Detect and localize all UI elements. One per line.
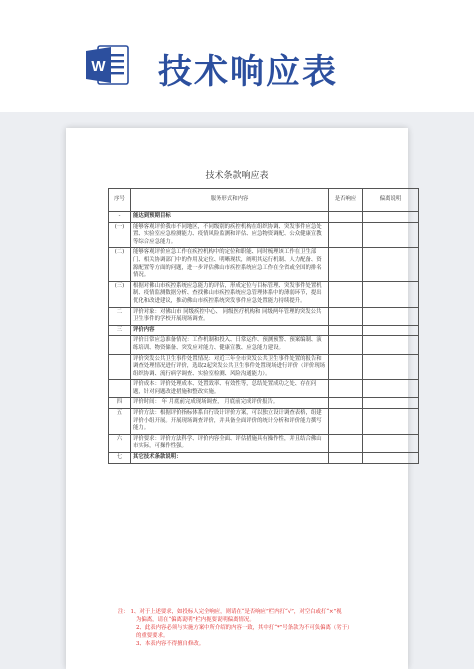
deviation-cell	[363, 281, 419, 307]
table-row	[109, 212, 419, 223]
deviation-cell	[363, 325, 419, 336]
page-title: 技术响应表	[158, 52, 338, 92]
deviation-cell	[363, 336, 419, 354]
table-row	[109, 354, 419, 380]
row-content: 评价时间： 年 月底前完成现场调查， 月底前完成评价报告。	[131, 398, 329, 409]
deviation-cell	[363, 222, 419, 248]
response-cell	[329, 281, 363, 307]
response-cell	[329, 380, 363, 398]
table-row	[109, 281, 419, 307]
response-cell	[329, 354, 363, 380]
logo-letter: W	[91, 58, 106, 75]
row-content: 评价内容	[131, 325, 329, 336]
table-row	[109, 307, 419, 325]
deviation-cell	[363, 453, 419, 464]
row-number	[109, 354, 131, 380]
response-cell	[329, 248, 363, 281]
response-cell	[329, 307, 363, 325]
row-content: 评价日常应急准备情况：工作机制和投入、日常运作、预测预警、预案编制、演练培训、物资储备、突发应对能力、健康宣教、应急能力建设。	[131, 336, 329, 354]
note-line: 为偏离，请在“偏离说明”栏内扼要说明偏离情况。	[136, 617, 255, 623]
deviation-cell	[363, 398, 419, 409]
deviation-cell	[363, 212, 419, 223]
response-cell	[329, 325, 363, 336]
note-line: 注： 1、对于上述要求，如投标人完全响应，则请在“是否响应”栏内打“√”，对空白或打“×”视	[118, 609, 342, 615]
row-number: 三	[109, 325, 131, 336]
header	[0, 0, 474, 125]
row-content: 能够客观评价我市不同地区，不同级别的疾控机构在组织协调、突发事件应急处置、实验室应急检测能力、疫情风险监测和评估、应急物资调配、公众健康宣教等综合应急能力。	[131, 222, 329, 248]
response-table	[108, 188, 419, 464]
document-page	[66, 128, 408, 669]
deviation-cell	[363, 354, 419, 380]
row-number	[109, 336, 131, 354]
row-content: 评价突发公共卫生事件处置情况：对近三年全市突发公共卫生事件处置的报告和调查处理情况进行评价，选取2起突发公共卫生事件处置现场进行评价（评价现场组织协调、流行病学调查、实验室检测、风险沟通能力）。	[131, 354, 329, 380]
table-row	[109, 336, 419, 354]
row-content: 其它技术条款说明：	[131, 453, 329, 464]
row-content: 评价要求：评价方法科学、评价内容全面、评估措施具有操作性，并且结合佛山市实际，可操作性强。	[131, 434, 329, 452]
table-row	[109, 222, 419, 248]
row-number: (一)	[109, 222, 131, 248]
column-header: 序号	[109, 189, 131, 212]
response-cell	[329, 453, 363, 464]
row-number: 四	[109, 398, 131, 409]
word-document-icon	[84, 42, 130, 88]
row-content: 能够客观评价应急工作在疾控机构中的定位和职能、同时梳理该工作在卫生部门、相关协调部门中的作用及定位、明晰现状，阐明其运行机制、人力配备、资源配置等方面的问题，进一步评估佛山市疾控系统应急工作在全省或全国的排名情况。	[131, 248, 329, 281]
row-number: 二	[109, 307, 131, 325]
deviation-cell	[363, 307, 419, 325]
table-header-row	[109, 189, 419, 212]
table-row	[109, 325, 419, 336]
response-cell	[329, 434, 363, 452]
response-cell	[329, 212, 363, 223]
document-title: 技术条款响应表	[205, 171, 269, 181]
notes	[118, 608, 398, 648]
response-cell	[329, 222, 363, 248]
row-number: (三)	[109, 281, 131, 307]
column-header: 是否响应	[329, 189, 363, 212]
response-cell	[329, 336, 363, 354]
row-number: -	[109, 212, 131, 223]
note-line: 的重要要求。	[136, 633, 169, 639]
deviation-cell	[363, 380, 419, 398]
deviation-cell	[363, 434, 419, 452]
table-row	[109, 248, 419, 281]
table-row	[109, 434, 419, 452]
row-number: 七	[109, 453, 131, 464]
row-content: 评价对象：对佛山市 同级疾控中心、 同级医疗机构和 同级两年管理的突发公共卫生事件的学校开展现场调查。	[131, 307, 329, 325]
row-number: 六	[109, 434, 131, 452]
table-row	[109, 398, 419, 409]
row-number	[109, 380, 131, 398]
deviation-cell	[363, 409, 419, 435]
row-content: 能达到预期目标	[131, 212, 329, 223]
deviation-cell	[363, 248, 419, 281]
row-number: 五	[109, 409, 131, 435]
note-line: 3、本表内容不得擅自修改。	[136, 641, 205, 647]
row-number: (二)	[109, 248, 131, 281]
table-row	[109, 380, 419, 398]
response-cell	[329, 398, 363, 409]
row-content: 评价成本：评价处理成本、处置效率、有效性等，总结处置成功之处、存在问题，针对问题改进措施和整改实施。	[131, 380, 329, 398]
column-header: 服务形式和内容	[131, 189, 329, 212]
row-content: 评价方法：根据评价指标体系自行设计评价方案，可以独立设计调查表格，组建评价小组开展。开展现场调查评价，并具备全面评价的统计分析和评价能力撰写能力。	[131, 409, 329, 435]
response-cell	[329, 409, 363, 435]
row-content: 根据对佛山市疾控系统应急能力的评估，形成定位与目标管理、突发事件处置机制、疫情监测数据分析、查找佛山市疾控系统应急管理体系中的薄弱环节，提出优化和改进建议，推动佛山市疾控系统突发事件应急处置能力持续提升。	[131, 281, 329, 307]
note-line: 2、此表内容必须与实施方案中所介绍的内容一致，其中打“*”号条款为不可负偏离（劣于）	[136, 625, 353, 631]
table-row	[109, 453, 419, 464]
table-row	[109, 409, 419, 435]
column-header: 偏离说明	[363, 189, 419, 212]
